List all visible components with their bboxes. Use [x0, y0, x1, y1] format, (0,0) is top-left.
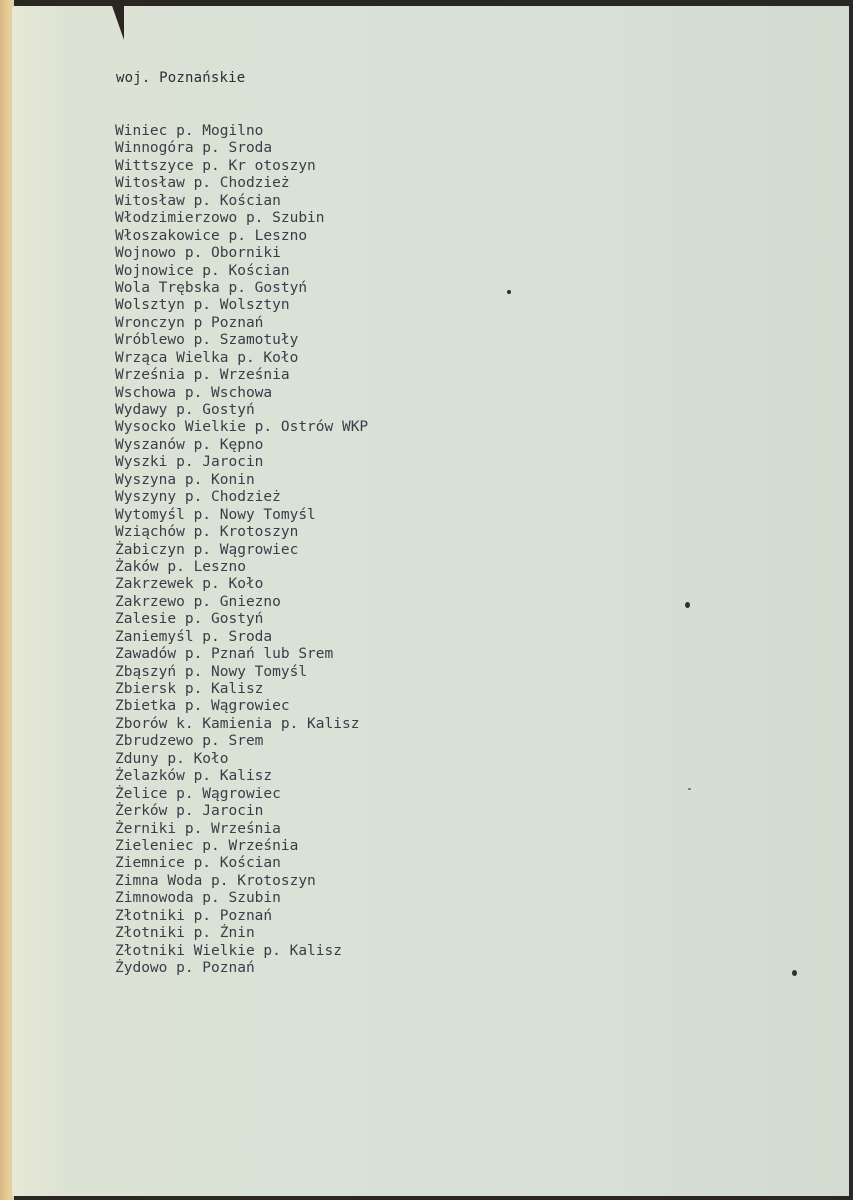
list-item: Złotniki p. Poznań — [115, 907, 273, 924]
list-item: Żabiczyn p. Wągrowiec — [115, 541, 299, 558]
list-item: Żelice p. Wągrowiec — [115, 785, 281, 802]
list-item: Wydawy p. Gostyń — [115, 402, 255, 418]
list-item: Witosław p. Chodzież — [115, 175, 290, 192]
list-item: Zbietka p. Wągrowiec — [115, 698, 290, 715]
voivodeship-heading: woj. Poznańskie — [116, 70, 246, 86]
list-item: Wolsztyn p. Wolsztyn — [115, 297, 290, 314]
list-item: Zakrzewek p. Koło — [115, 576, 264, 593]
list-item: Zduny p. Koło — [115, 750, 229, 767]
list-item: Wyszanów p. Kępno — [115, 436, 264, 453]
list-item: Wyszyna p. Konin — [115, 471, 255, 488]
list-item: Zaniemyśl p. Sroda — [115, 628, 273, 645]
list-item: Złotniki p. Żnin — [115, 925, 255, 942]
list-item: Zborów k. Kamienia p. Kalisz — [115, 715, 360, 732]
list-item: Zakrzewo p. Gniezno — [115, 593, 281, 610]
list-item: Wziąchów p. Krotoszyn — [115, 524, 299, 541]
list-item: Włodzimierzowo p. Szubin — [115, 210, 325, 227]
list-item: Zieleniec p. Września — [115, 837, 299, 854]
list-item: Włoszakowice p. Leszno — [115, 227, 308, 244]
list-item: Wschowa p. Wschowa — [115, 384, 273, 401]
locality-list — [115, 123, 368, 977]
list-item: Żaków p. Leszno — [115, 558, 246, 575]
list-item: Zbrudzewo p. Srem — [115, 733, 264, 750]
list-item: Żerniki p. Września — [115, 820, 281, 837]
list-item: Zimnowoda p. Szubin — [115, 890, 281, 907]
list-item: Zawadów p. Pznań lub Srem — [115, 646, 334, 663]
ink-speck — [685, 602, 690, 608]
list-item: Złotniki Wielkie p. Kalisz — [115, 942, 342, 959]
list-item: Zbąszyń p. Nowy Tomyśl — [115, 663, 308, 680]
ink-speck — [688, 788, 691, 790]
list-item: Wytomyśl p. Nowy Tomyśl — [115, 506, 316, 523]
list-item: Wojnowo p. Oborniki — [115, 245, 281, 262]
list-item: Żerków p. Jarocin — [115, 803, 264, 820]
list-item: Zbiersk p. Kalisz — [115, 681, 264, 697]
list-item: Wrząca Wielka p. Koło — [115, 349, 299, 366]
list-item: Wysocko Wielkie p. Ostrów WKP — [115, 419, 369, 436]
list-item: Wola Trębska p. Gostyń — [115, 279, 308, 296]
list-item: Zalesie p. Gostyń — [115, 611, 264, 628]
list-item: Zimna Woda p. Krotoszyn — [115, 872, 316, 889]
list-item: Wittszyce p. Kr otoszyn — [115, 157, 316, 174]
ink-speck — [507, 290, 511, 294]
list-item: Wojnowice p. Kościan — [115, 262, 290, 279]
list-item: Witosław p. Kościan — [115, 192, 281, 209]
list-item: Ziemnice p. Kościan — [115, 855, 281, 872]
paper-sheet — [12, 6, 850, 1196]
list-item: Żelazków p. Kalisz — [115, 768, 273, 785]
list-item: Września p. Września — [115, 367, 290, 384]
list-item: Winiec p. Mogilno — [115, 123, 264, 139]
list-item: Winnogóra p. Sroda — [115, 140, 273, 157]
list-item: Wróblewo p. Szamotuły — [115, 332, 299, 349]
list-item: Wronczyn p Poznań — [115, 314, 264, 331]
list-item: Żydowo p. Poznań — [115, 960, 255, 976]
scan-border — [849, 0, 853, 1200]
list-item: Wyszki p. Jarocin — [115, 454, 264, 471]
list-item: Wyszyny p. Chodzież — [115, 489, 281, 506]
ink-speck — [792, 970, 797, 976]
